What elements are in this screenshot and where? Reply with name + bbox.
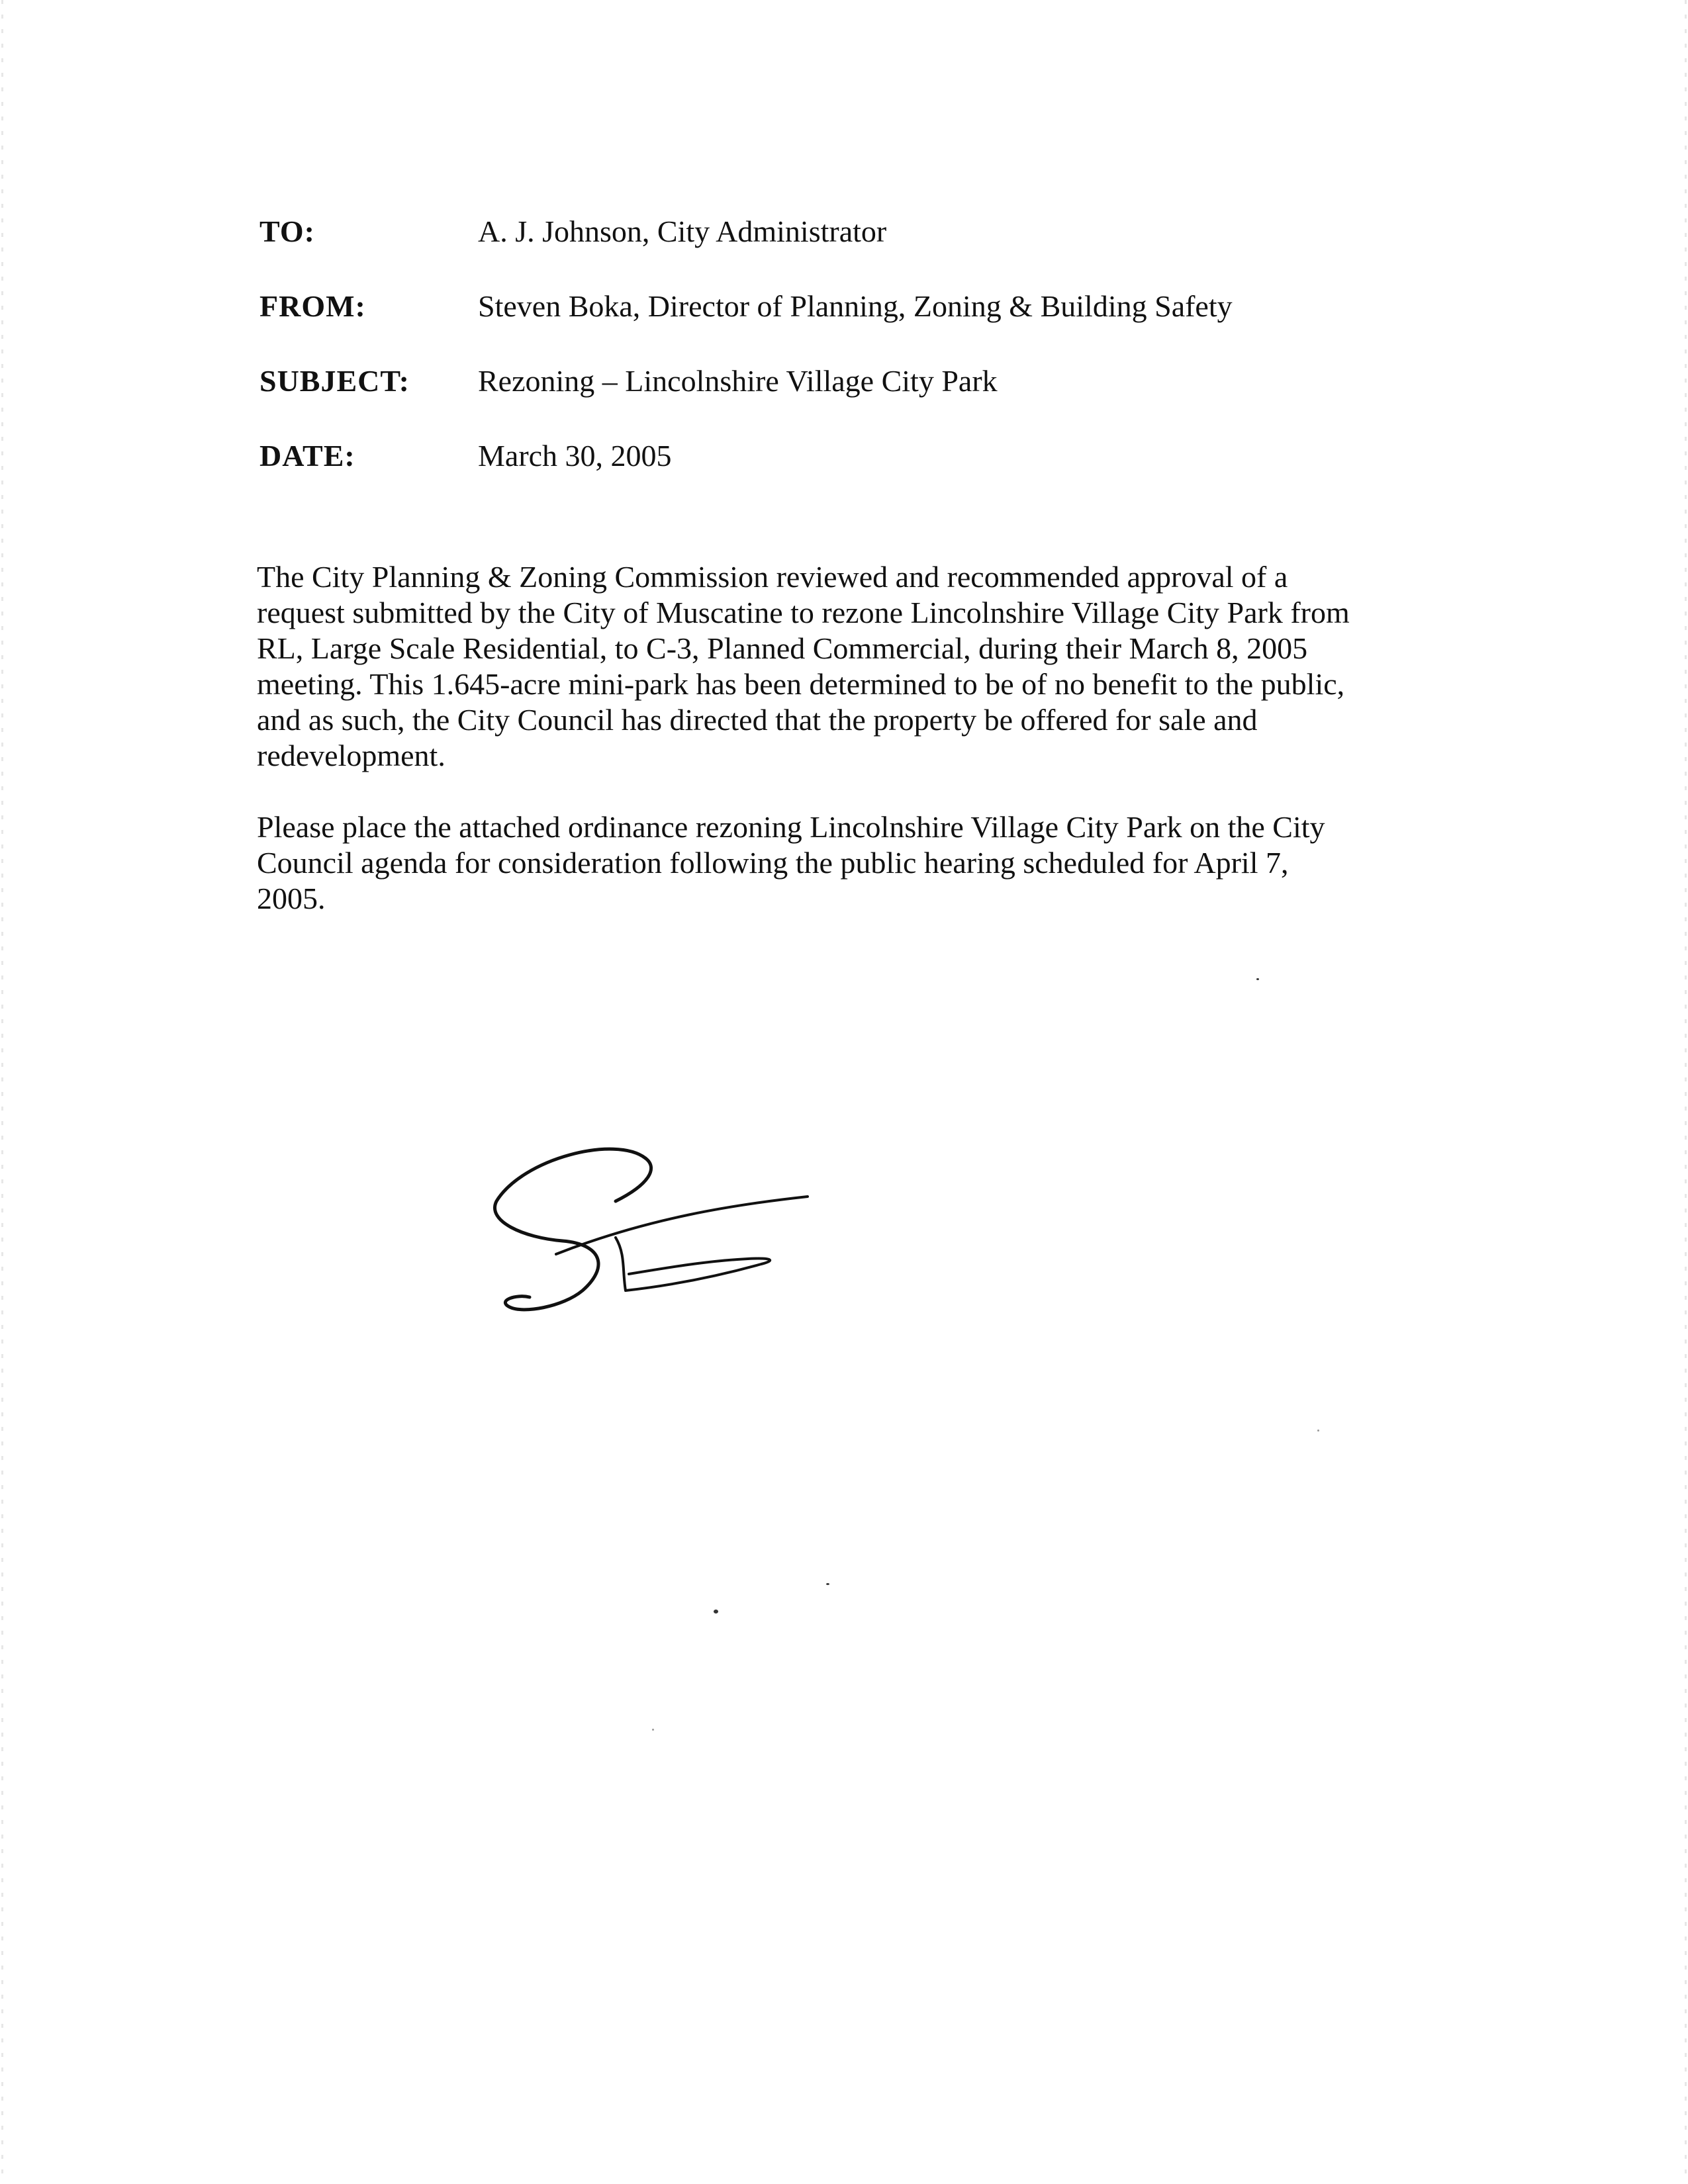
from-label: FROM:	[259, 289, 366, 323]
body-paragraph-2: Please place the attached ordinance rezoning Lincolnshire Village City Park on the City Council agenda for consideration following the public hearing scheduled for April 7, 2005.	[257, 810, 1325, 915]
signature-stroke-b	[616, 1238, 770, 1291]
scan-speck	[652, 1729, 654, 1731]
subject-label: SUBJECT:	[259, 364, 410, 398]
scan-speck	[826, 1583, 829, 1585]
date-value: March 30, 2005	[478, 439, 672, 473]
signature-image	[483, 1138, 827, 1324]
date-row	[259, 436, 1517, 511]
scan-speck	[1317, 1430, 1319, 1432]
signature-stroke-s-top	[616, 1158, 651, 1201]
signature-stroke-s	[495, 1149, 645, 1310]
to-label: TO:	[259, 214, 315, 248]
scan-speck	[714, 1610, 718, 1614]
to-value: A. J. Johnson, City Administrator	[478, 214, 887, 248]
to-row	[259, 212, 1517, 287]
from-value: Steven Boka, Director of Planning, Zoning & Building Safety	[478, 289, 1233, 323]
scan-speck	[1256, 978, 1259, 980]
signature-stroke-line	[556, 1197, 808, 1254]
scan-edge-right	[1685, 0, 1687, 2184]
subject-value: Rezoning – Lincolnshire Village City Park	[478, 364, 998, 398]
memo-body	[257, 559, 1448, 952]
memo-header	[259, 212, 1517, 511]
scan-edge-left	[1, 0, 3, 2184]
date-label: DATE:	[259, 439, 355, 473]
subject-row	[259, 361, 1517, 436]
from-row	[259, 287, 1517, 361]
body-paragraph-1: The City Planning & Zoning Commission reviewed and recommended approval of a request submitted by the City of Muscatine to rezone Lincolnshire Village City Park from RL, Large Scale Residential, to C-3, Planned Commercial, during their March 8, 2005 meeting. This 1.645-acre mini-park has been determined to be of no benefit to the public, and as such, the City Council has directed that the property be offered for sale and redevelopment.	[257, 560, 1350, 772]
